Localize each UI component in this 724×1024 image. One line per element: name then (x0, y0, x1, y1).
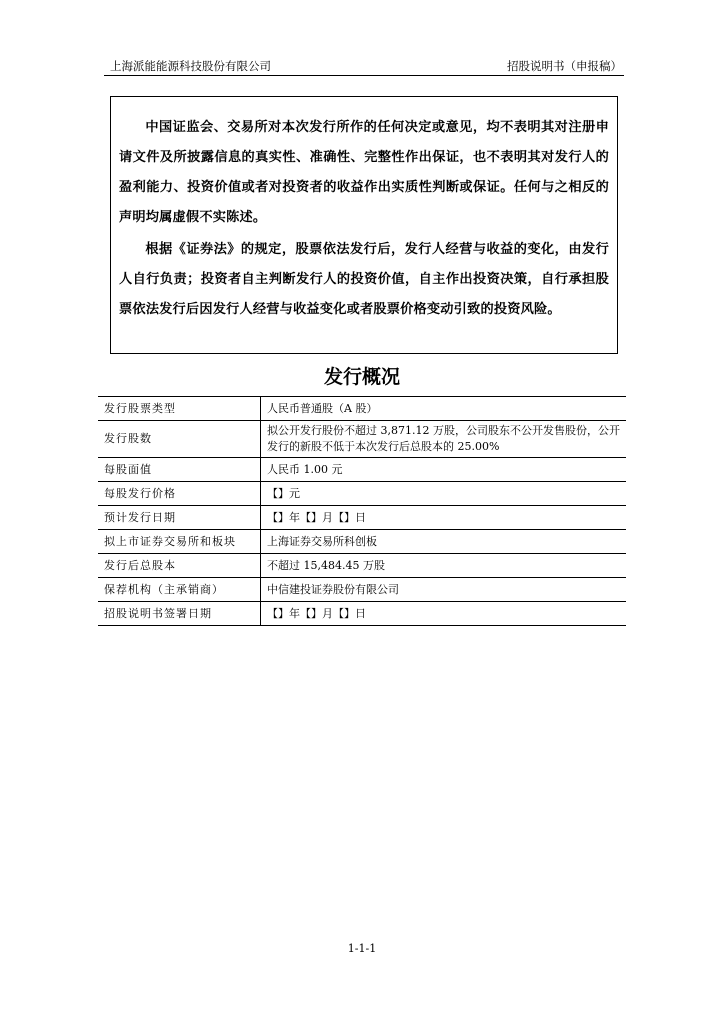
table-row (98, 554, 626, 578)
notice-paragraph-2: 根据《证券法》的规定，股票依法发行后，发行人经营与收益的变化，由发行人自行负责；投资者自主判断发行人的投资价值，自主作出投资决策，自行承担股票依法发行后因发行人经营与收益变化或者股票价格变动引致的投资风险。 (119, 242, 609, 317)
page-number: 1-1-1 (347, 942, 377, 955)
header-document-type: 招股说明书（申报稿） (507, 59, 622, 73)
row-label: 发行股数 (98, 421, 261, 458)
row-value: 不超过 15,484.45 万股 (261, 554, 627, 578)
table-row (98, 530, 626, 554)
table-row (98, 421, 626, 458)
row-label: 发行股票类型 (98, 397, 261, 421)
table-row (98, 482, 626, 506)
regulatory-notice-box (110, 96, 618, 354)
row-value: 人民币 1.00 元 (261, 458, 627, 482)
table-row (98, 397, 626, 421)
issuance-summary-table (98, 396, 626, 626)
row-value: 拟公开发行股份不超过 3,871.12 万股，公司股东不公开发售股份，公开发行的新股不低于本次发行后总股本的 25.00% (261, 421, 627, 458)
row-value: 【】年【】月【】日 (261, 506, 627, 530)
table-row (98, 578, 626, 602)
row-label: 预计发行日期 (98, 506, 261, 530)
row-label: 拟上市证券交易所和板块 (98, 530, 261, 554)
notice-paragraph-1: 中国证监会、交易所对本次发行所作的任何决定或意见，均不表明其对注册申请文件及所披露信息的真实性、准确性、完整性作出保证，也不表明其对发行人的盈利能力、投资价值或者对投资者的收益作出实质性判断或保证。任何与之相反的声明均属虚假不实陈述。 (119, 120, 609, 225)
page-header (104, 57, 624, 76)
row-label: 每股发行价格 (98, 482, 261, 506)
section-title: 发行概况 (323, 366, 400, 388)
row-label: 保荐机构（主承销商） (98, 578, 261, 602)
row-label: 发行后总股本 (98, 554, 261, 578)
row-value: 上海证券交易所科创板 (261, 530, 627, 554)
table-row (98, 506, 626, 530)
row-value: 人民币普通股（A 股） (261, 397, 627, 421)
table-row (98, 602, 626, 626)
row-label: 每股面值 (98, 458, 261, 482)
row-label: 招股说明书签署日期 (98, 602, 261, 626)
row-value: 【】年【】月【】日 (261, 602, 627, 626)
table-row (98, 458, 626, 482)
row-value: 中信建投证券股份有限公司 (261, 578, 627, 602)
row-value: 【】元 (261, 482, 627, 506)
header-company-name: 上海派能能源科技股份有限公司 (110, 59, 271, 73)
